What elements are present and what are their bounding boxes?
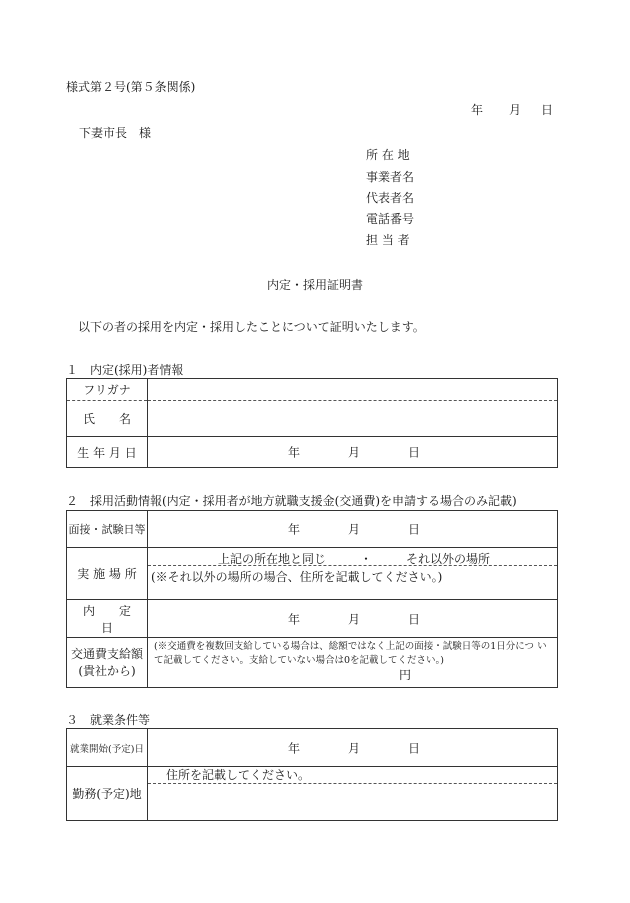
birth-day-unit: 日 bbox=[408, 445, 421, 460]
sender-phone-label: 電話番号 bbox=[366, 212, 415, 226]
interview-year-unit: 年 bbox=[288, 522, 301, 537]
date-month-label: 月 bbox=[509, 103, 522, 117]
document-title: 内定・採用証明書 bbox=[267, 278, 364, 292]
furigana-field[interactable] bbox=[148, 379, 558, 401]
name-field[interactable] bbox=[148, 401, 558, 437]
transport-fee-label-sub: (貴社から) bbox=[78, 663, 136, 678]
employment-start-field[interactable] bbox=[148, 729, 558, 767]
intro-text: 以下の者の採用を内定・採用したことについて証明いたします。 bbox=[78, 320, 425, 334]
interview-day-unit: 日 bbox=[408, 522, 421, 537]
work-location-note: 住所を記載してください。 bbox=[148, 767, 557, 784]
birth-date-label: 生 年 月 日 bbox=[67, 437, 148, 468]
form-number: 様式第２号(第５条関係) bbox=[66, 80, 196, 94]
section2-heading: ２ 採用活動情報(内定・採用者が地方就職支援金(交通費)を申請する場合のみ記載) bbox=[66, 494, 517, 508]
naitei-month-unit: 月 bbox=[348, 612, 361, 626]
venue-option-other[interactable]: それ以外の場所 bbox=[406, 552, 491, 566]
venue-label: 実 施 場 所 bbox=[67, 548, 148, 600]
venue-note: (※それ以外の場所の場合、住所を記載してください。) bbox=[151, 570, 443, 584]
addressee: 下妻市長 様 bbox=[79, 126, 152, 140]
yen-unit: 円 bbox=[398, 668, 411, 682]
naitei-date-field[interactable] bbox=[148, 600, 558, 638]
naitei-day-unit: 日 bbox=[408, 612, 421, 626]
venue-field[interactable] bbox=[148, 548, 558, 600]
date-year-label: 年 bbox=[471, 103, 484, 117]
start-year-unit: 年 bbox=[288, 741, 301, 755]
section1-heading: １ 内定(採用)者情報 bbox=[66, 363, 184, 377]
birth-month-unit: 月 bbox=[348, 445, 361, 460]
naitei-year-unit: 年 bbox=[288, 612, 301, 626]
start-day-unit: 日 bbox=[408, 741, 421, 755]
transport-fee-label bbox=[67, 638, 148, 688]
sender-address-label: 所 在 地 bbox=[366, 148, 410, 162]
date-day-label: 日 bbox=[541, 103, 554, 117]
interview-date-field[interactable] bbox=[148, 511, 558, 548]
employment-start-label: 就業開始(予定)日 bbox=[67, 729, 148, 767]
section1-table bbox=[66, 378, 558, 468]
transport-fee-note: (※交通費を複数回支給している場合は、総額ではなく上記の面接・試験日等の1日分につ いて記載してください。支給していない場合は0を記載してください。) bbox=[154, 641, 547, 666]
section2-table bbox=[66, 510, 558, 688]
start-month-unit: 月 bbox=[348, 741, 361, 755]
birth-year-unit: 年 bbox=[288, 445, 301, 460]
birth-date-field[interactable] bbox=[148, 437, 558, 468]
venue-option-dot: ・ bbox=[360, 552, 373, 566]
sender-business-label: 事業者名 bbox=[366, 170, 415, 184]
transport-fee-label-main: 交通費支給額 bbox=[70, 646, 143, 661]
section3-heading: ３ 就業条件等 bbox=[66, 713, 151, 727]
interview-date-label: 面接・試験日等 bbox=[67, 511, 148, 548]
furigana-label: フリガナ bbox=[67, 379, 148, 401]
transport-fee-field[interactable] bbox=[148, 638, 558, 688]
work-location-label: 勤務(予定)地 bbox=[67, 767, 148, 821]
naitei-date-label: 内 定 日 bbox=[67, 600, 148, 638]
name-label: 氏 名 bbox=[67, 401, 148, 437]
sender-contact-label: 担 当 者 bbox=[366, 233, 410, 247]
sender-representative-label: 代表者名 bbox=[366, 191, 415, 205]
work-location-field[interactable] bbox=[148, 767, 558, 821]
interview-month-unit: 月 bbox=[348, 522, 361, 537]
venue-option-same[interactable]: 上記の所在地と同じ bbox=[218, 552, 327, 566]
section3-table bbox=[66, 728, 558, 821]
